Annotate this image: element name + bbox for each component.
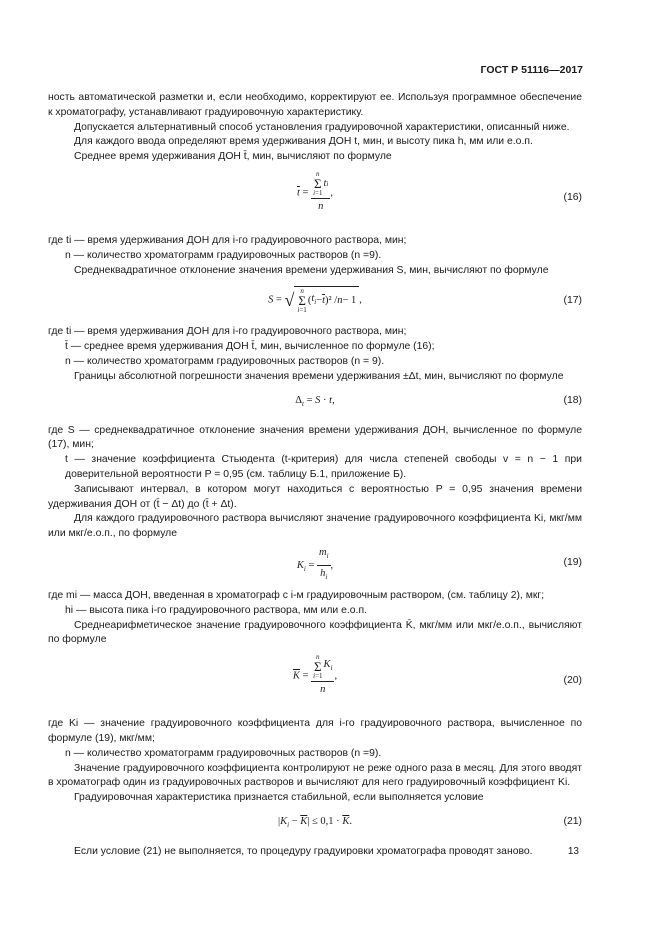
equation-number: (19) xyxy=(563,556,582,568)
where-clause: n — количество хроматограмм градуировочных растворов (n = 9). xyxy=(65,355,385,367)
equation-number: (20) xyxy=(563,675,582,687)
where-clause: t — значение коэффициента Стьюдента (t-критерия) для числа степеней свободы v = n − 1 при доверительной вероятности P = 0,95 (см. таблицу Б.1, приложение Б). xyxy=(65,454,582,480)
paragraph: Для каждого ввода определяют время удерживания ДОН t, мин, и высоту пика h, мм или е.о.п. xyxy=(74,136,533,148)
where-clause: t̄ — среднее время удерживания ДОН t̄, мин, вычисленное по формуле (16); xyxy=(65,341,435,353)
formula-18: $\Delta_t = S \cdot t$, (18) xyxy=(295,394,582,408)
paragraph: ность автоматической разметки и, если необходимо, корректируют ее. Используя программное обеспечение к хроматографу, устанавливают градуировочную характеристику. xyxy=(48,92,582,118)
page-content xyxy=(48,91,582,860)
where-clause: где ti — время удерживания ДОН для i-го градуировочного раствора, мин; xyxy=(48,234,407,246)
where-clause: где mi — масса ДОН, введенная в хроматограф с i-м градуировочным раствором, (см. таблицу 2), мкг; xyxy=(48,589,545,601)
equation-number: (18) xyxy=(563,394,582,406)
formula-19: $K_i$ = $\frac{m_i}{h_i}$ , (19) xyxy=(296,546,582,581)
paragraph: Если условие (21) не выполняется, то процедуру градуировки хроматографа проводят заново. xyxy=(74,845,533,857)
paragraph: Среднее время удерживания ДОН t̄, мин, вычисляют по формуле xyxy=(74,151,392,163)
where-clause: n — количество хроматограмм градуировочных растворов (n =9). xyxy=(65,747,382,759)
paragraph: Границы абсолютной погрешности значения времени удерживания ±Δt, мин, вычисляют по формуле xyxy=(74,370,564,382)
paragraph: Допускается альтернативный способ установления градуировочной характеристики, описанный ниже. xyxy=(74,121,570,133)
where-clause: где S — среднеквадратичное отклонение значения времени удерживания ДОН, вычисленное по формуле (17), мин; xyxy=(48,424,582,451)
equation-number: (17) xyxy=(563,295,582,307)
formula-16: $\overline{t}$ = n Σ i=1 t i n , (16) xyxy=(297,169,582,212)
paragraph: Для каждого градуировочного раствора вычисляют значение градуировочного коэффициента Ki, мкг/мм или мкг/е.о.п., по формуле xyxy=(48,513,582,540)
formula-20: $\overline{K}$ = n Σ i=1 $K_i$ n , (20) xyxy=(292,653,582,696)
formula-21: $|K_i - \overline{K}| \le 0,1 \cdot \overline{K}$. (21) xyxy=(278,815,582,829)
page-number: 13 xyxy=(567,846,579,857)
where-clause: n — количество хроматограмм градуировочных растворов (n =9). xyxy=(65,249,382,261)
where-clause: где Ki — значение градуировочного коэффициента для i-го градуировочного раствора, вычисленное по формуле (19), мкг/мм; xyxy=(48,718,582,744)
where-clause: hi — высота пика i-го градуировочного раствора, мм или е.о.п. xyxy=(65,604,367,616)
equation-number: (21) xyxy=(563,815,582,827)
document-header: ГОСТ Р 51116—2017 xyxy=(480,64,583,76)
formula-17: S = √ n Σ i=1 ( $t_i$ − $\overline{t}$ )² / n − 1 , (17) xyxy=(268,287,582,315)
paragraph: Градуировочная характеристика признается стабильной, если выполняется условие xyxy=(74,792,484,804)
paragraph: Среднеарифметическое значение градуировочного коэффициента K̄, мкг/мм или мкг/е.о.п., вычисляют по формуле xyxy=(48,619,582,646)
where-clause: где ti — время удерживания ДОН для i-го градуировочного раствора, мин; xyxy=(48,326,407,338)
equation-number: (16) xyxy=(563,191,582,203)
paragraph: Значение градуировочного коэффициента контролируют не реже одного раза в месяц. Для этого вводят в хроматограф один из градуировочных растворов и вычисляют для него градуировочный коэффициент Ki. xyxy=(48,762,582,789)
paragraph: Среднеквадратичное отклонение значения времени удерживания S, мин, вычисляют по формуле xyxy=(74,264,549,276)
paragraph: Записывают интервал, в котором могут находиться с вероятностью P = 0,95 значения времени удерживания ДОН от (t̄ − Δt) до (t̄ + Δt). xyxy=(48,483,582,510)
